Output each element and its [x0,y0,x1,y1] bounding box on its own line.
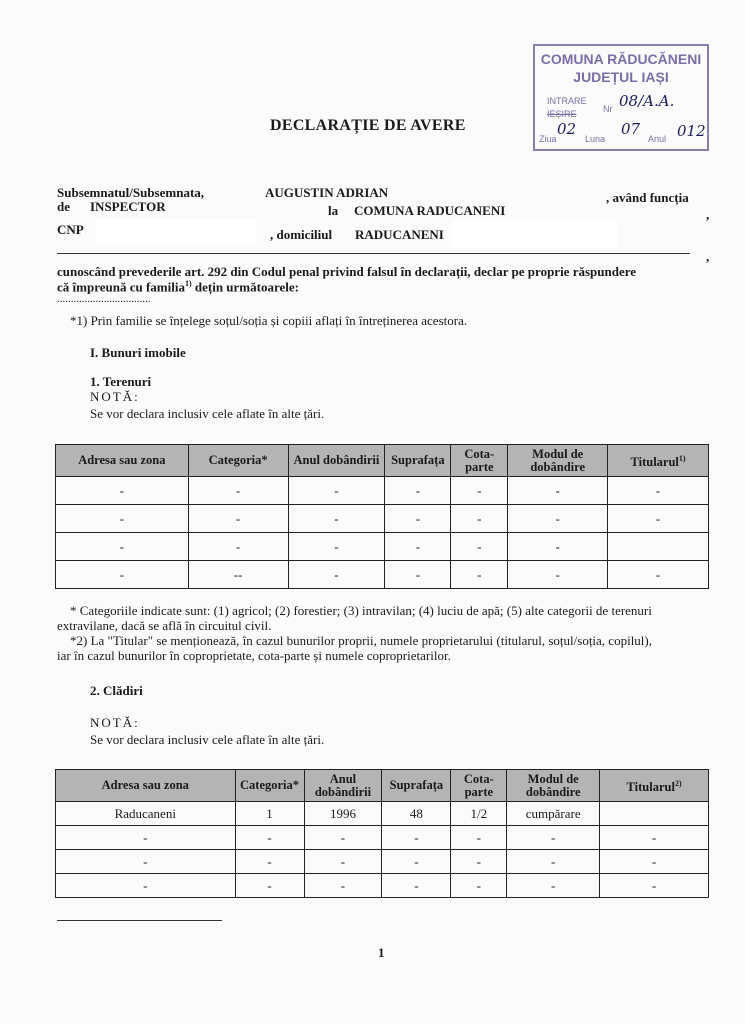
table-cell [608,533,709,561]
stamp-ziua-label: Ziua [539,134,557,144]
table-cell: - [56,874,236,898]
table-row [56,802,709,826]
table-cell: - [385,477,451,505]
table-cell: - [508,505,608,533]
stamp-line1: COMUNA RĂDUCĂNENI [540,51,702,67]
table-cell: - [508,561,608,589]
cladiri-heading: 2. Clădiri [90,683,143,698]
table-cell: - [608,561,709,589]
table-cell: - [451,505,508,533]
col-header-adresa: Adresa sau zona [56,445,189,477]
col-header-titularul: Titularul$^{1)}$ [608,445,709,477]
functia-label: , având funcția [606,190,689,205]
table-cell: - [288,505,385,533]
stamp-hw-year: 012 [677,122,706,140]
cnp-label: CNP [57,222,84,237]
stamp-intrare-label: INTRARE [547,96,587,106]
stamp-hw-day: 02 [557,120,577,138]
table-cell: - [451,477,508,505]
stamp-hw-month: 07 [621,120,641,138]
col-header-categoria: Categoria* [188,445,288,477]
section-bunuri-imobile: I. Bunuri imobile [90,345,186,360]
table-cell: - [304,850,382,874]
intro-line2: că împreună cu familia$^{1)}$ dețin următoarele: [57,279,299,295]
terenuri-nota: NOTĂ: [90,389,140,404]
table-cell: - [382,850,451,874]
table-row [56,874,709,898]
col-header-suprafata: Suprafața [385,445,451,477]
table-cell: - [188,533,288,561]
col-header-cota: Cota-parte [451,445,508,477]
function-value: INSPECTOR [90,199,166,214]
registration-stamp [533,44,709,151]
family-footnote: *1) Prin familie se înțelege soțul/soția și copiii aflați în întreținerea acestora. [70,313,468,328]
table-cell: - [382,874,451,898]
col-header-anul: Anul dobândirii [304,770,382,802]
table-cell: - [56,533,189,561]
table-cell: 1996 [304,802,382,826]
categorii-note-1: * Categoriile indicate sunt: (1) agricol; (2) forestier; (3) intravilan; (4) luciu de apă; (5) alte categorii de terenuri [70,603,652,618]
table-cell: - [508,477,608,505]
terenuri-table [55,444,709,589]
terenuri-nota-text: Se vor declara inclusiv cele aflate în alte țări. [90,406,325,421]
table-cell: - [385,505,451,533]
table-cell: 48 [382,802,451,826]
table-cell: 1/2 [451,802,507,826]
header-rule [57,253,690,254]
table-cell: - [188,505,288,533]
col-header-adresa: Adresa sau zona [56,770,236,802]
titular-note-2: iar în cazul bunurilor în coproprietate, cota-parte și numele coproprietarilor. [57,648,451,663]
intro-line1: cunoscând prevederile art. 292 din Codul penal privind falsul în declarații, declar pe proprie răspundere [57,264,637,279]
stamp-luna-label: Luna [585,134,606,144]
table-row [56,477,709,505]
col-header-categoria: Categoria* [235,770,304,802]
col-header-modul: Modul de dobândire [508,445,608,477]
table-cell: 1 [235,802,304,826]
table-row [56,533,709,561]
table-cell: - [235,874,304,898]
cladiri-nota-text: Se vor declara inclusiv cele aflate în alte țări. [90,732,325,747]
document-title: DECLARAȚIE DE AVERE [270,117,466,134]
stamp-hw-number: 08/A.A. [619,92,675,110]
table-cell: - [451,850,507,874]
table-row [56,505,709,533]
col-header-titularul: Titularul$^{2)}$ [600,770,709,802]
table-cell: -- [188,561,288,589]
table-cell: - [288,561,385,589]
table-cell: - [56,505,189,533]
dotted-line: .................................. [57,293,151,305]
table-cell: - [382,826,451,850]
table-cell: - [451,533,508,561]
table-cell: Raducaneni [56,802,236,826]
col-header-modul: Modul de dobândire [507,770,600,802]
stamp-nr-label: Nr [603,104,613,114]
table-cell: - [56,561,189,589]
table-cell: - [235,826,304,850]
table-cell: - [608,477,709,505]
table-cell: - [288,477,385,505]
table-cell: - [600,826,709,850]
col-header-anul: Anul dobândirii [288,445,385,477]
table-row [56,850,709,874]
table-cell: - [56,850,236,874]
de-label: de [57,199,70,214]
table-cell: - [451,561,508,589]
stamp-iesire-label: IEȘIRE [547,109,577,119]
stamp-anul-label: Anul [648,134,667,144]
cladiri-nota: NOTĂ: [90,715,140,730]
subsemnatul-label: Subsemnatul/Subsemnata, [57,185,205,200]
table-cell: - [235,850,304,874]
cnp-redaction [96,218,256,244]
page-number: 1 [378,945,385,960]
table-cell: - [304,874,382,898]
titular-note-1: *2) La "Titular" se menționează, în cazul bunurilor proprii, numele proprietarului (titularul, soțul/soția, copilul), [70,633,652,648]
terenuri-heading: 1. Terenuri [90,374,152,389]
table-cell: - [56,477,189,505]
table-row [56,561,709,589]
table-cell [600,802,709,826]
col-header-suprafata: Suprafața [382,770,451,802]
table-cell: - [608,505,709,533]
la-label: la [328,203,339,218]
table-cell: - [56,826,236,850]
table-cell: - [385,533,451,561]
footnote-rule [57,920,222,921]
declarant-name: AUGUSTIN ADRIAN [265,185,389,200]
table-row [56,826,709,850]
table-cell: - [451,874,507,898]
domicile-value: RADUCANENI [355,227,444,242]
col-header-cota: Cota-parte [451,770,507,802]
table-cell: - [600,850,709,874]
table-cell: - [304,826,382,850]
table-cell: - [288,533,385,561]
table-cell: - [508,533,608,561]
table-cell: - [385,561,451,589]
table-cell: - [507,826,600,850]
table-cell: - [188,477,288,505]
table-cell: cumpărare [507,802,600,826]
table-cell: - [507,874,600,898]
categorii-note-2: extravilane, dacă se află în circuitul civil. [57,618,272,633]
table-cell: - [600,874,709,898]
address-redaction [452,220,618,248]
cladiri-table [55,769,709,898]
table-cell: - [507,850,600,874]
institution-value: COMUNA RADUCANENI [354,203,506,218]
stamp-line2: JUDEȚUL IAȘI [573,69,669,85]
table-cell: - [451,826,507,850]
domiciliul-label: , domiciliul [270,227,333,242]
